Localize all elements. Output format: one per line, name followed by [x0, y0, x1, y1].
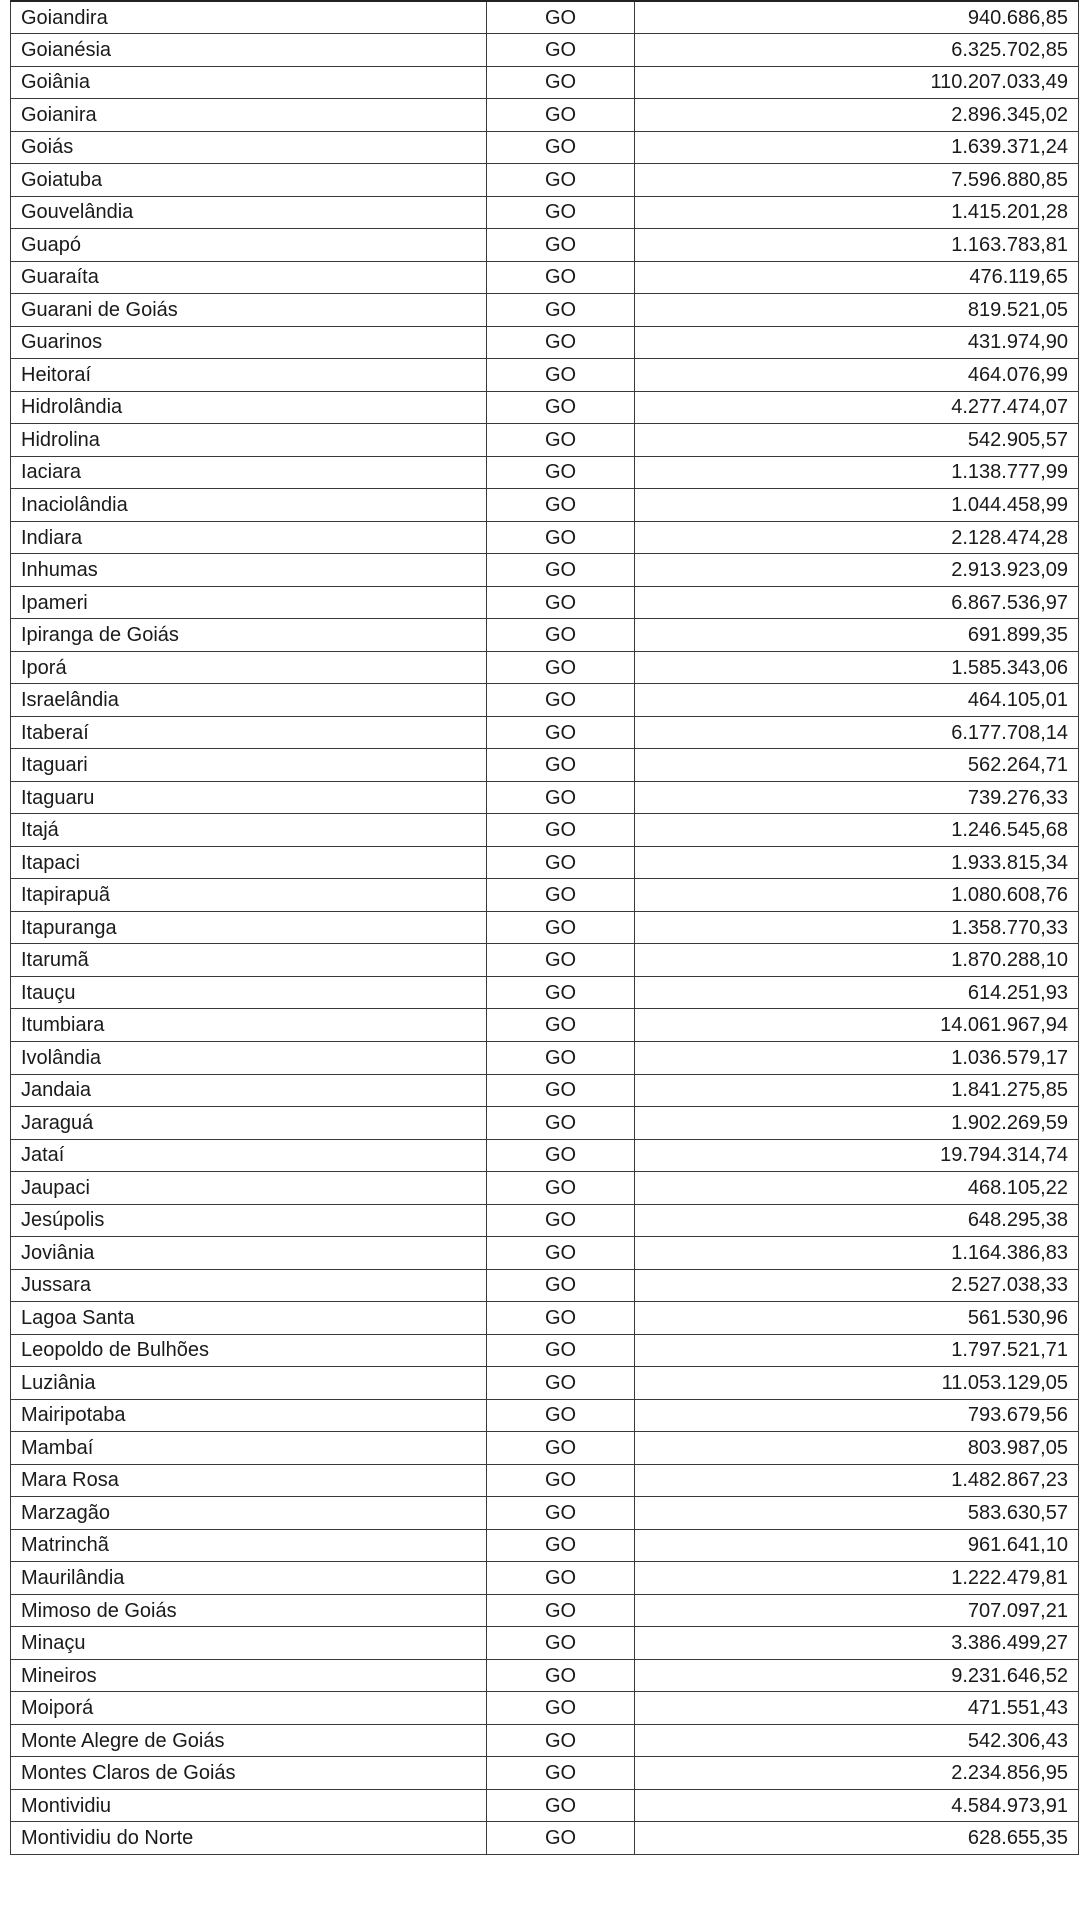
valor-cell: 1.163.783,81: [635, 229, 1079, 262]
valor-cell: 110.207.033,49: [635, 66, 1079, 99]
valor-cell: 2.234.856,95: [635, 1757, 1079, 1790]
uf-cell: GO: [487, 1042, 635, 1075]
municipio-cell: Ipiranga de Goiás: [11, 619, 487, 652]
uf-cell: GO: [487, 716, 635, 749]
table-row: [11, 34, 1079, 67]
uf-cell: GO: [487, 131, 635, 164]
valor-cell: 7.596.880,85: [635, 164, 1079, 197]
municipio-cell: Leopoldo de Bulhões: [11, 1334, 487, 1367]
uf-cell: GO: [487, 1627, 635, 1660]
uf-cell: GO: [487, 1789, 635, 1822]
table-row: [11, 1367, 1079, 1400]
municipio-cell: Mimoso de Goiás: [11, 1594, 487, 1627]
table-row: [11, 1, 1079, 34]
valor-cell: 6.867.536,97: [635, 586, 1079, 619]
uf-cell: GO: [487, 1237, 635, 1270]
table-row: [11, 391, 1079, 424]
municipio-cell: Montes Claros de Goiás: [11, 1757, 487, 1790]
table-row: [11, 1074, 1079, 1107]
uf-cell: GO: [487, 781, 635, 814]
table-row: [11, 456, 1079, 489]
table-row: [11, 1042, 1079, 1075]
municipio-cell: Jaupaci: [11, 1172, 487, 1205]
municipio-cell: Heitoraí: [11, 359, 487, 392]
table-row: [11, 1432, 1079, 1465]
municipio-cell: Goianira: [11, 99, 487, 132]
uf-cell: GO: [487, 651, 635, 684]
uf-cell: GO: [487, 489, 635, 522]
uf-cell: GO: [487, 1367, 635, 1400]
uf-cell: GO: [487, 164, 635, 197]
table-row: [11, 814, 1079, 847]
table-row: [11, 99, 1079, 132]
uf-cell: GO: [487, 1139, 635, 1172]
valor-cell: 11.053.129,05: [635, 1367, 1079, 1400]
table-row: [11, 716, 1079, 749]
table-row: [11, 586, 1079, 619]
municipio-cell: Inhumas: [11, 554, 487, 587]
uf-cell: GO: [487, 1009, 635, 1042]
valor-cell: 464.105,01: [635, 684, 1079, 717]
table-row: [11, 1757, 1079, 1790]
uf-cell: GO: [487, 1724, 635, 1757]
municipio-cell: Goiás: [11, 131, 487, 164]
valor-cell: 614.251,93: [635, 976, 1079, 1009]
uf-cell: GO: [487, 1497, 635, 1530]
uf-cell: GO: [487, 424, 635, 457]
uf-cell: GO: [487, 1204, 635, 1237]
municipio-cell: Minaçu: [11, 1627, 487, 1660]
municipio-cell: Itaguari: [11, 749, 487, 782]
valor-cell: 1.841.275,85: [635, 1074, 1079, 1107]
table-row: [11, 66, 1079, 99]
uf-cell: GO: [487, 34, 635, 67]
table-row: [11, 1204, 1079, 1237]
uf-cell: GO: [487, 1302, 635, 1335]
table-row: [11, 1627, 1079, 1660]
municipio-cell: Itajá: [11, 814, 487, 847]
municipio-cell: Goiatuba: [11, 164, 487, 197]
municipio-cell: Jussara: [11, 1269, 487, 1302]
municipio-cell: Iaciara: [11, 456, 487, 489]
valor-cell: 4.584.973,91: [635, 1789, 1079, 1822]
municipio-cell: Mairipotaba: [11, 1399, 487, 1432]
valor-cell: 1.138.777,99: [635, 456, 1079, 489]
municipio-cell: Mineiros: [11, 1659, 487, 1692]
uf-cell: GO: [487, 1822, 635, 1855]
table-row: [11, 749, 1079, 782]
valor-cell: 1.933.815,34: [635, 846, 1079, 879]
municipio-cell: Jaraguá: [11, 1107, 487, 1140]
uf-cell: GO: [487, 1432, 635, 1465]
municipios-table: [10, 0, 1079, 1855]
uf-cell: GO: [487, 196, 635, 229]
municipio-cell: Luziânia: [11, 1367, 487, 1400]
municipio-cell: Itumbiara: [11, 1009, 487, 1042]
valor-cell: 468.105,22: [635, 1172, 1079, 1205]
uf-cell: GO: [487, 814, 635, 847]
valor-cell: 1.902.269,59: [635, 1107, 1079, 1140]
municipio-cell: Hidrolina: [11, 424, 487, 457]
valor-cell: 1.870.288,10: [635, 944, 1079, 977]
valor-cell: 476.119,65: [635, 261, 1079, 294]
valor-cell: 940.686,85: [635, 1, 1079, 34]
municipio-cell: Guaraíta: [11, 261, 487, 294]
uf-cell: GO: [487, 846, 635, 879]
valor-cell: 1.164.386,83: [635, 1237, 1079, 1270]
table-row: [11, 911, 1079, 944]
uf-cell: GO: [487, 229, 635, 262]
table-row: [11, 944, 1079, 977]
valor-cell: 14.061.967,94: [635, 1009, 1079, 1042]
uf-cell: GO: [487, 391, 635, 424]
municipio-cell: Goianésia: [11, 34, 487, 67]
table-row: [11, 781, 1079, 814]
valor-cell: 562.264,71: [635, 749, 1079, 782]
table-row: [11, 1107, 1079, 1140]
table-row: [11, 651, 1079, 684]
valor-cell: 1.036.579,17: [635, 1042, 1079, 1075]
municipio-cell: Joviânia: [11, 1237, 487, 1270]
uf-cell: GO: [487, 554, 635, 587]
uf-cell: GO: [487, 684, 635, 717]
valor-cell: 819.521,05: [635, 294, 1079, 327]
uf-cell: GO: [487, 521, 635, 554]
table-row: [11, 1822, 1079, 1855]
municipio-cell: Goiandira: [11, 1, 487, 34]
municipio-cell: Guapó: [11, 229, 487, 262]
municipio-cell: Indiara: [11, 521, 487, 554]
table-row: [11, 1269, 1079, 1302]
valor-cell: 1.639.371,24: [635, 131, 1079, 164]
table-row: [11, 1399, 1079, 1432]
uf-cell: GO: [487, 1334, 635, 1367]
valor-cell: 1.415.201,28: [635, 196, 1079, 229]
uf-cell: GO: [487, 1074, 635, 1107]
table-row: [11, 1009, 1079, 1042]
table-row: [11, 684, 1079, 717]
table-row: [11, 521, 1079, 554]
valor-cell: 628.655,35: [635, 1822, 1079, 1855]
uf-cell: GO: [487, 294, 635, 327]
municipio-cell: Montividiu: [11, 1789, 487, 1822]
valor-cell: 1.482.867,23: [635, 1464, 1079, 1497]
valor-cell: 3.386.499,27: [635, 1627, 1079, 1660]
valor-cell: 2.913.923,09: [635, 554, 1079, 587]
municipio-cell: Gouvelândia: [11, 196, 487, 229]
municipio-cell: Maurilândia: [11, 1562, 487, 1595]
valor-cell: 9.231.646,52: [635, 1659, 1079, 1692]
valor-cell: 1.044.458,99: [635, 489, 1079, 522]
valor-cell: 1.797.521,71: [635, 1334, 1079, 1367]
municipio-cell: Goiânia: [11, 66, 487, 99]
table-row: [11, 1789, 1079, 1822]
valor-cell: 542.905,57: [635, 424, 1079, 457]
valor-cell: 691.899,35: [635, 619, 1079, 652]
valor-cell: 2.527.038,33: [635, 1269, 1079, 1302]
table-row: [11, 229, 1079, 262]
valor-cell: 4.277.474,07: [635, 391, 1079, 424]
uf-cell: GO: [487, 456, 635, 489]
uf-cell: GO: [487, 1692, 635, 1725]
uf-cell: GO: [487, 261, 635, 294]
table-row: [11, 1562, 1079, 1595]
valor-cell: 803.987,05: [635, 1432, 1079, 1465]
valor-cell: 2.896.345,02: [635, 99, 1079, 132]
uf-cell: GO: [487, 619, 635, 652]
valor-cell: 2.128.474,28: [635, 521, 1079, 554]
municipio-cell: Matrinchã: [11, 1529, 487, 1562]
table-body: [11, 1, 1079, 1854]
table-row: [11, 1302, 1079, 1335]
table-row: [11, 1659, 1079, 1692]
uf-cell: GO: [487, 1172, 635, 1205]
municipio-cell: Itapaci: [11, 846, 487, 879]
valor-cell: 471.551,43: [635, 1692, 1079, 1725]
municipio-cell: Guarinos: [11, 326, 487, 359]
municipio-cell: Moiporá: [11, 1692, 487, 1725]
uf-cell: GO: [487, 1594, 635, 1627]
table-row: [11, 1334, 1079, 1367]
municipio-cell: Inaciolândia: [11, 489, 487, 522]
municipio-cell: Montividiu do Norte: [11, 1822, 487, 1855]
valor-cell: 1.358.770,33: [635, 911, 1079, 944]
uf-cell: GO: [487, 879, 635, 912]
valor-cell: 542.306,43: [635, 1724, 1079, 1757]
municipio-cell: Jataí: [11, 1139, 487, 1172]
table-row: [11, 619, 1079, 652]
table-row: [11, 1724, 1079, 1757]
table-row: [11, 261, 1079, 294]
table-row: [11, 294, 1079, 327]
municipio-cell: Mara Rosa: [11, 1464, 487, 1497]
valor-cell: 583.630,57: [635, 1497, 1079, 1530]
table-row: [11, 846, 1079, 879]
municipio-cell: Ivolândia: [11, 1042, 487, 1075]
table-row: [11, 1172, 1079, 1205]
uf-cell: GO: [487, 1562, 635, 1595]
valor-cell: 464.076,99: [635, 359, 1079, 392]
table-row: [11, 424, 1079, 457]
valor-cell: 1.246.545,68: [635, 814, 1079, 847]
table-row: [11, 359, 1079, 392]
uf-cell: GO: [487, 1269, 635, 1302]
municipio-cell: Itarumã: [11, 944, 487, 977]
uf-cell: GO: [487, 1757, 635, 1790]
table-row: [11, 1529, 1079, 1562]
municipio-cell: Marzagão: [11, 1497, 487, 1530]
table-row: [11, 1139, 1079, 1172]
municipio-cell: Itapirapuã: [11, 879, 487, 912]
table-row: [11, 489, 1079, 522]
table-row: [11, 1692, 1079, 1725]
municipio-cell: Ipameri: [11, 586, 487, 619]
uf-cell: GO: [487, 1399, 635, 1432]
municipio-cell: Itaguaru: [11, 781, 487, 814]
uf-cell: GO: [487, 944, 635, 977]
uf-cell: GO: [487, 359, 635, 392]
municipio-cell: Jesúpolis: [11, 1204, 487, 1237]
table-row: [11, 164, 1079, 197]
municipio-cell: Hidrolândia: [11, 391, 487, 424]
valor-cell: 707.097,21: [635, 1594, 1079, 1627]
uf-cell: GO: [487, 749, 635, 782]
uf-cell: GO: [487, 1529, 635, 1562]
uf-cell: GO: [487, 976, 635, 1009]
municipio-cell: Monte Alegre de Goiás: [11, 1724, 487, 1757]
valor-cell: 6.325.702,85: [635, 34, 1079, 67]
valor-cell: 1.222.479,81: [635, 1562, 1079, 1595]
table-row: [11, 976, 1079, 1009]
uf-cell: GO: [487, 1107, 635, 1140]
uf-cell: GO: [487, 99, 635, 132]
municipio-cell: Jandaia: [11, 1074, 487, 1107]
table-row: [11, 326, 1079, 359]
table-row: [11, 1464, 1079, 1497]
valor-cell: 739.276,33: [635, 781, 1079, 814]
municipio-cell: Iporá: [11, 651, 487, 684]
municipio-cell: Itaberaí: [11, 716, 487, 749]
table-row: [11, 879, 1079, 912]
table-row: [11, 131, 1079, 164]
valor-cell: 1.585.343,06: [635, 651, 1079, 684]
valor-cell: 1.080.608,76: [635, 879, 1079, 912]
uf-cell: GO: [487, 586, 635, 619]
valor-cell: 431.974,90: [635, 326, 1079, 359]
uf-cell: GO: [487, 1, 635, 34]
municipio-cell: Itauçu: [11, 976, 487, 1009]
uf-cell: GO: [487, 1464, 635, 1497]
uf-cell: GO: [487, 326, 635, 359]
municipio-cell: Lagoa Santa: [11, 1302, 487, 1335]
municipio-cell: Mambaí: [11, 1432, 487, 1465]
table-row: [11, 196, 1079, 229]
table-row: [11, 1237, 1079, 1270]
uf-cell: GO: [487, 1659, 635, 1692]
table-row: [11, 554, 1079, 587]
municipio-cell: Guarani de Goiás: [11, 294, 487, 327]
municipio-cell: Itapuranga: [11, 911, 487, 944]
table-row: [11, 1594, 1079, 1627]
uf-cell: GO: [487, 66, 635, 99]
valor-cell: 961.641,10: [635, 1529, 1079, 1562]
uf-cell: GO: [487, 911, 635, 944]
table-row: [11, 1497, 1079, 1530]
valor-cell: 648.295,38: [635, 1204, 1079, 1237]
valor-cell: 19.794.314,74: [635, 1139, 1079, 1172]
valor-cell: 793.679,56: [635, 1399, 1079, 1432]
municipio-cell: Israelândia: [11, 684, 487, 717]
valor-cell: 6.177.708,14: [635, 716, 1079, 749]
valor-cell: 561.530,96: [635, 1302, 1079, 1335]
